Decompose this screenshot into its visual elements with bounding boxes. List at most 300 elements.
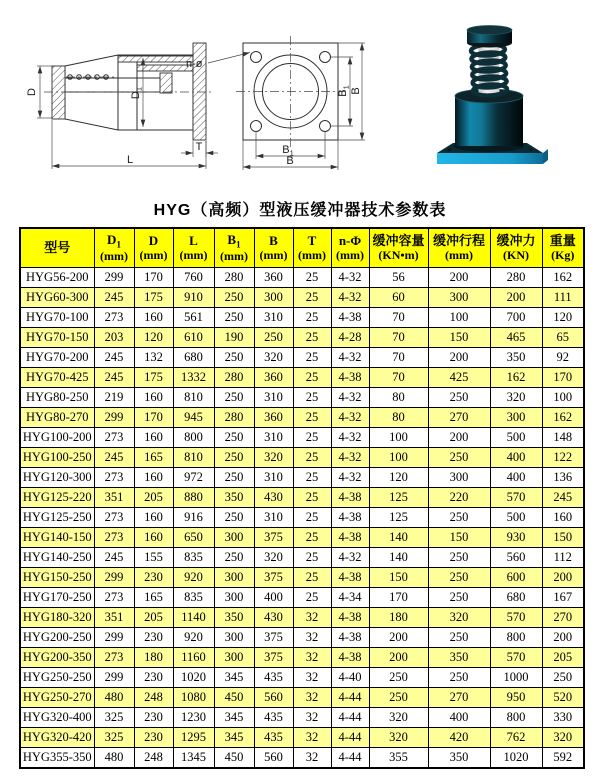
value-cell: 120 (542, 308, 584, 328)
value-cell: 250 (214, 548, 254, 568)
value-cell: 32 (293, 648, 331, 668)
value-cell: 70 (369, 368, 428, 388)
value-cell: 203 (94, 328, 134, 348)
value-cell: 205 (134, 608, 173, 628)
value-cell: 330 (542, 708, 584, 728)
value-cell: 930 (490, 528, 542, 548)
technical-drawings (0, 0, 600, 192)
value-cell: 800 (490, 708, 542, 728)
value-cell: 120 (134, 328, 173, 348)
spec-table (19, 227, 585, 769)
value-cell: 4-40 (331, 668, 369, 688)
value-cell: 299 (94, 268, 134, 288)
value-cell: 25 (293, 428, 331, 448)
value-cell: 310 (254, 308, 293, 328)
model-cell: HYG70-100 (20, 308, 94, 328)
value-cell: 250 (428, 588, 490, 608)
value-cell: 245 (94, 448, 134, 468)
value-cell: 230 (134, 728, 173, 748)
value-cell: 170 (542, 368, 584, 388)
value-cell: 4-38 (331, 608, 369, 628)
value-cell: 1345 (173, 748, 214, 769)
value-cell: 355 (369, 748, 428, 769)
table-row (20, 568, 584, 588)
value-cell: 160 (134, 388, 173, 408)
model-cell: HYG70-150 (20, 328, 94, 348)
value-cell: 950 (490, 688, 542, 708)
model-cell: HYG80-270 (20, 408, 94, 428)
value-cell: 25 (293, 528, 331, 548)
value-cell: 32 (293, 608, 331, 628)
value-cell: 25 (293, 588, 331, 608)
value-cell: 560 (254, 688, 293, 708)
model-cell: HYG150-250 (20, 568, 94, 588)
value-cell: 1295 (173, 728, 214, 748)
page-title: HYG（高频）型液压缓冲器技术参数表 (153, 202, 447, 219)
value-cell: 230 (134, 668, 173, 688)
value-cell: 320 (254, 348, 293, 368)
table-row (20, 308, 584, 328)
value-cell: 150 (428, 528, 490, 548)
value-cell: 92 (542, 348, 584, 368)
value-cell: 25 (293, 468, 331, 488)
table-row (20, 668, 584, 688)
value-cell: 910 (173, 288, 214, 308)
value-cell: 4-32 (331, 428, 369, 448)
value-cell: 32 (293, 728, 331, 748)
value-cell: 800 (490, 628, 542, 648)
value-cell: 32 (293, 688, 331, 708)
value-cell: 480 (94, 688, 134, 708)
model-cell: HYG140-250 (20, 548, 94, 568)
value-cell: 4-32 (331, 408, 369, 428)
value-cell: 360 (254, 268, 293, 288)
table-row (20, 588, 584, 608)
value-cell: 250 (542, 668, 584, 688)
value-cell: 205 (134, 488, 173, 508)
value-cell: 180 (369, 608, 428, 628)
value-cell: 250 (369, 668, 428, 688)
value-cell: 80 (369, 408, 428, 428)
value-cell: 25 (293, 488, 331, 508)
model-cell: HYG180-320 (20, 608, 94, 628)
model-cell: HYG120-300 (20, 468, 94, 488)
value-cell: 111 (542, 288, 584, 308)
value-cell: 25 (293, 508, 331, 528)
value-cell: 350 (214, 488, 254, 508)
table-row (20, 408, 584, 428)
value-cell: 4-32 (331, 468, 369, 488)
value-cell: 280 (490, 268, 542, 288)
value-cell: 200 (542, 568, 584, 588)
dim-label-b1-vert: $B_1$ (337, 85, 351, 97)
value-cell: 230 (134, 628, 173, 648)
value-cell: 500 (490, 428, 542, 448)
value-cell: 160 (134, 508, 173, 528)
value-cell: 25 (293, 548, 331, 568)
value-cell: 350 (428, 648, 490, 668)
model-cell: HYG320-420 (20, 728, 94, 748)
value-cell: 300 (254, 288, 293, 308)
value-cell: 160 (134, 308, 173, 328)
value-cell: 205 (542, 648, 584, 668)
value-cell: 300 (214, 528, 254, 548)
value-cell: 300 (214, 568, 254, 588)
value-cell: 125 (369, 488, 428, 508)
value-cell: 1000 (490, 668, 542, 688)
value-cell: 150 (428, 328, 490, 348)
value-cell: 345 (214, 728, 254, 748)
value-cell: 835 (173, 548, 214, 568)
model-cell: HYG200-250 (20, 628, 94, 648)
value-cell: 140 (369, 528, 428, 548)
value-cell: 200 (428, 268, 490, 288)
value-cell: 25 (293, 348, 331, 368)
table-row (20, 708, 584, 728)
value-cell: 351 (94, 488, 134, 508)
value-cell: 250 (214, 388, 254, 408)
value-cell: 375 (254, 628, 293, 648)
value-cell: 170 (134, 408, 173, 428)
value-cell: 435 (254, 668, 293, 688)
value-cell: 4-38 (331, 568, 369, 588)
table-row (20, 488, 584, 508)
value-cell: 435 (254, 728, 293, 748)
table-row (20, 368, 584, 388)
value-cell: 70 (369, 308, 428, 328)
value-cell: 100 (369, 448, 428, 468)
value-cell: 132 (134, 348, 173, 368)
value-cell: 350 (428, 748, 490, 769)
value-cell: 200 (542, 628, 584, 648)
model-cell: HYG100-250 (20, 448, 94, 468)
value-cell: 310 (254, 508, 293, 528)
value-cell: 4-38 (331, 528, 369, 548)
value-cell: 190 (214, 328, 254, 348)
value-cell: 32 (293, 748, 331, 769)
value-cell: 345 (214, 668, 254, 688)
value-cell: 375 (254, 568, 293, 588)
model-cell: HYG200-350 (20, 648, 94, 668)
value-cell: 320 (369, 728, 428, 748)
value-cell: 1160 (173, 648, 214, 668)
value-cell: 25 (293, 368, 331, 388)
value-cell: 165 (134, 448, 173, 468)
value-cell: 162 (542, 408, 584, 428)
model-cell: HYG100-200 (20, 428, 94, 448)
value-cell: 4-32 (331, 288, 369, 308)
table-row (20, 508, 584, 528)
model-cell: HYG80-250 (20, 388, 94, 408)
value-cell: 320 (369, 708, 428, 728)
value-cell: 310 (254, 428, 293, 448)
column-header: D (mm) (134, 228, 173, 268)
value-cell: 280 (214, 408, 254, 428)
value-cell: 25 (293, 268, 331, 288)
value-cell: 520 (542, 688, 584, 708)
value-cell: 167 (542, 588, 584, 608)
value-cell: 245 (94, 348, 134, 368)
value-cell: 245 (542, 488, 584, 508)
value-cell: 200 (369, 628, 428, 648)
column-header: 缓冲力 (KN) (490, 228, 542, 268)
value-cell: 219 (94, 388, 134, 408)
table-row (20, 388, 584, 408)
table-row (20, 448, 584, 468)
model-cell: HYG70-425 (20, 368, 94, 388)
model-cell: HYG125-220 (20, 488, 94, 508)
value-cell: 4-38 (331, 628, 369, 648)
value-cell: 25 (293, 388, 331, 408)
value-cell: 300 (214, 648, 254, 668)
value-cell: 165 (134, 588, 173, 608)
model-cell: HYG250-270 (20, 688, 94, 708)
value-cell: 320 (254, 448, 293, 468)
value-cell: 150 (542, 528, 584, 548)
value-cell: 480 (94, 748, 134, 769)
value-cell: 4-32 (331, 548, 369, 568)
value-cell: 273 (94, 648, 134, 668)
value-cell: 450 (214, 688, 254, 708)
value-cell: 230 (134, 568, 173, 588)
value-cell: 299 (94, 628, 134, 648)
value-cell: 299 (94, 668, 134, 688)
value-cell: 920 (173, 628, 214, 648)
value-cell: 400 (254, 588, 293, 608)
value-cell: 150 (369, 568, 428, 588)
column-header: $D_1$ (mm) (94, 228, 134, 268)
value-cell: 300 (214, 588, 254, 608)
value-cell: 350 (214, 608, 254, 628)
value-cell: 4-44 (331, 728, 369, 748)
value-cell: 70 (369, 348, 428, 368)
value-cell: 680 (173, 348, 214, 368)
value-cell: 250 (214, 428, 254, 448)
value-cell: 270 (428, 688, 490, 708)
value-cell: 140 (369, 548, 428, 568)
table-row (20, 648, 584, 668)
value-cell: 320 (490, 388, 542, 408)
value-cell: 4-32 (331, 268, 369, 288)
value-cell: 248 (134, 748, 173, 769)
value-cell: 273 (94, 468, 134, 488)
value-cell: 25 (293, 568, 331, 588)
value-cell: 351 (94, 608, 134, 628)
table-row (20, 748, 584, 769)
value-cell: 25 (293, 308, 331, 328)
value-cell: 425 (428, 368, 490, 388)
value-cell: 916 (173, 508, 214, 528)
value-cell: 500 (490, 508, 542, 528)
value-cell: 125 (369, 508, 428, 528)
value-cell: 4-38 (331, 308, 369, 328)
value-cell: 560 (490, 548, 542, 568)
value-cell: 122 (542, 448, 584, 468)
model-cell: HYG60-300 (20, 288, 94, 308)
value-cell: 1332 (173, 368, 214, 388)
value-cell: 245 (94, 548, 134, 568)
value-cell: 162 (490, 368, 542, 388)
value-cell: 375 (254, 528, 293, 548)
dim-label-b1-horiz: $B_1$ (282, 144, 294, 158)
value-cell: 400 (428, 708, 490, 728)
value-cell: 320 (254, 548, 293, 568)
value-cell: 299 (94, 408, 134, 428)
value-cell: 220 (428, 488, 490, 508)
value-cell: 350 (490, 348, 542, 368)
value-cell: 25 (293, 408, 331, 428)
value-cell: 60 (369, 288, 428, 308)
table-row (20, 548, 584, 568)
table-row (20, 728, 584, 748)
value-cell: 435 (254, 708, 293, 728)
value-cell: 32 (293, 668, 331, 688)
value-cell: 4-28 (331, 328, 369, 348)
value-cell: 250 (428, 668, 490, 688)
value-cell: 1080 (173, 688, 214, 708)
value-cell: 230 (134, 708, 173, 728)
value-cell: 25 (293, 448, 331, 468)
value-cell: 273 (94, 588, 134, 608)
value-cell: 250 (214, 288, 254, 308)
value-cell: 400 (490, 448, 542, 468)
column-header: B (mm) (254, 228, 293, 268)
value-cell: 250 (214, 468, 254, 488)
value-cell: 600 (490, 568, 542, 588)
value-cell: 400 (490, 468, 542, 488)
value-cell: 570 (490, 608, 542, 628)
value-cell: 273 (94, 508, 134, 528)
value-cell: 162 (542, 268, 584, 288)
value-cell: 200 (428, 428, 490, 448)
product-3d-render (437, 26, 548, 165)
table-row (20, 268, 584, 288)
value-cell: 4-32 (331, 448, 369, 468)
value-cell: 250 (214, 348, 254, 368)
value-cell: 250 (214, 508, 254, 528)
value-cell: 4-44 (331, 708, 369, 728)
value-cell: 32 (293, 708, 331, 728)
value-cell: 100 (369, 428, 428, 448)
value-cell: 430 (254, 608, 293, 628)
value-cell: 325 (94, 728, 134, 748)
value-cell: 835 (173, 588, 214, 608)
value-cell: 320 (428, 608, 490, 628)
value-cell: 100 (428, 308, 490, 328)
value-cell: 120 (369, 468, 428, 488)
value-cell: 160 (134, 528, 173, 548)
dim-label-b-vert: B (350, 87, 362, 95)
column-header: T (mm) (293, 228, 331, 268)
value-cell: 80 (369, 388, 428, 408)
value-cell: 810 (173, 388, 214, 408)
value-cell: 270 (542, 608, 584, 628)
value-cell: 4-38 (331, 508, 369, 528)
table-row (20, 688, 584, 708)
dim-label-b-horiz: B (286, 155, 294, 167)
model-cell: HYG56-200 (20, 268, 94, 288)
table-row (20, 528, 584, 548)
value-cell: 175 (134, 368, 173, 388)
value-cell: 375 (254, 648, 293, 668)
value-cell: 250 (369, 688, 428, 708)
value-cell: 270 (428, 408, 490, 428)
dim-label-l: L (126, 154, 134, 166)
value-cell: 70 (369, 328, 428, 348)
dim-label-d: D (26, 88, 38, 96)
model-cell: HYG355-350 (20, 748, 94, 769)
front-flange-view (186, 36, 365, 170)
value-cell: 299 (94, 568, 134, 588)
column-header: 缓冲行程 (mm) (428, 228, 490, 268)
value-cell: 610 (173, 328, 214, 348)
table-row (20, 608, 584, 628)
value-cell: 345 (214, 708, 254, 728)
value-cell: 32 (293, 628, 331, 648)
model-cell: HYG170-250 (20, 588, 94, 608)
value-cell: 175 (134, 288, 173, 308)
model-cell: HYG125-250 (20, 508, 94, 528)
value-cell: 945 (173, 408, 214, 428)
value-cell: 250 (254, 328, 293, 348)
value-cell: 160 (542, 508, 584, 528)
value-cell: 112 (542, 548, 584, 568)
table-row (20, 428, 584, 448)
value-cell: 25 (293, 328, 331, 348)
table-row (20, 288, 584, 308)
value-cell: 310 (254, 388, 293, 408)
dim-label-t: T (195, 141, 203, 153)
model-cell: HYG320-400 (20, 708, 94, 728)
value-cell: 561 (173, 308, 214, 328)
value-cell: 420 (428, 728, 490, 748)
value-cell: 248 (134, 688, 173, 708)
value-cell: 920 (173, 568, 214, 588)
model-cell: HYG140-150 (20, 528, 94, 548)
value-cell: 250 (428, 548, 490, 568)
value-cell: 880 (173, 488, 214, 508)
column-header: 重量 (Kg) (542, 228, 584, 268)
value-cell: 300 (428, 288, 490, 308)
value-cell: 180 (134, 648, 173, 668)
value-cell: 148 (542, 428, 584, 448)
value-cell: 56 (369, 268, 428, 288)
value-cell: 273 (94, 308, 134, 328)
value-cell: 465 (490, 328, 542, 348)
value-cell: 1020 (490, 748, 542, 769)
hole-count-label: n-ø (186, 58, 203, 70)
value-cell: 4-34 (331, 588, 369, 608)
column-header: $B_1$ (mm) (214, 228, 254, 268)
value-cell: 170 (134, 268, 173, 288)
model-cell: HYG70-200 (20, 348, 94, 368)
value-cell: 320 (542, 728, 584, 748)
value-cell: 250 (428, 388, 490, 408)
column-header: 型号 (20, 228, 94, 268)
value-cell: 200 (369, 648, 428, 668)
value-cell: 310 (254, 468, 293, 488)
column-header: L (mm) (173, 228, 214, 268)
value-cell: 4-44 (331, 748, 369, 769)
value-cell: 250 (428, 628, 490, 648)
value-cell: 250 (428, 508, 490, 528)
value-cell: 25 (293, 288, 331, 308)
value-cell: 200 (490, 288, 542, 308)
value-cell: 280 (214, 268, 254, 288)
value-cell: 300 (428, 468, 490, 488)
value-cell: 360 (254, 368, 293, 388)
value-cell: 4-32 (331, 388, 369, 408)
